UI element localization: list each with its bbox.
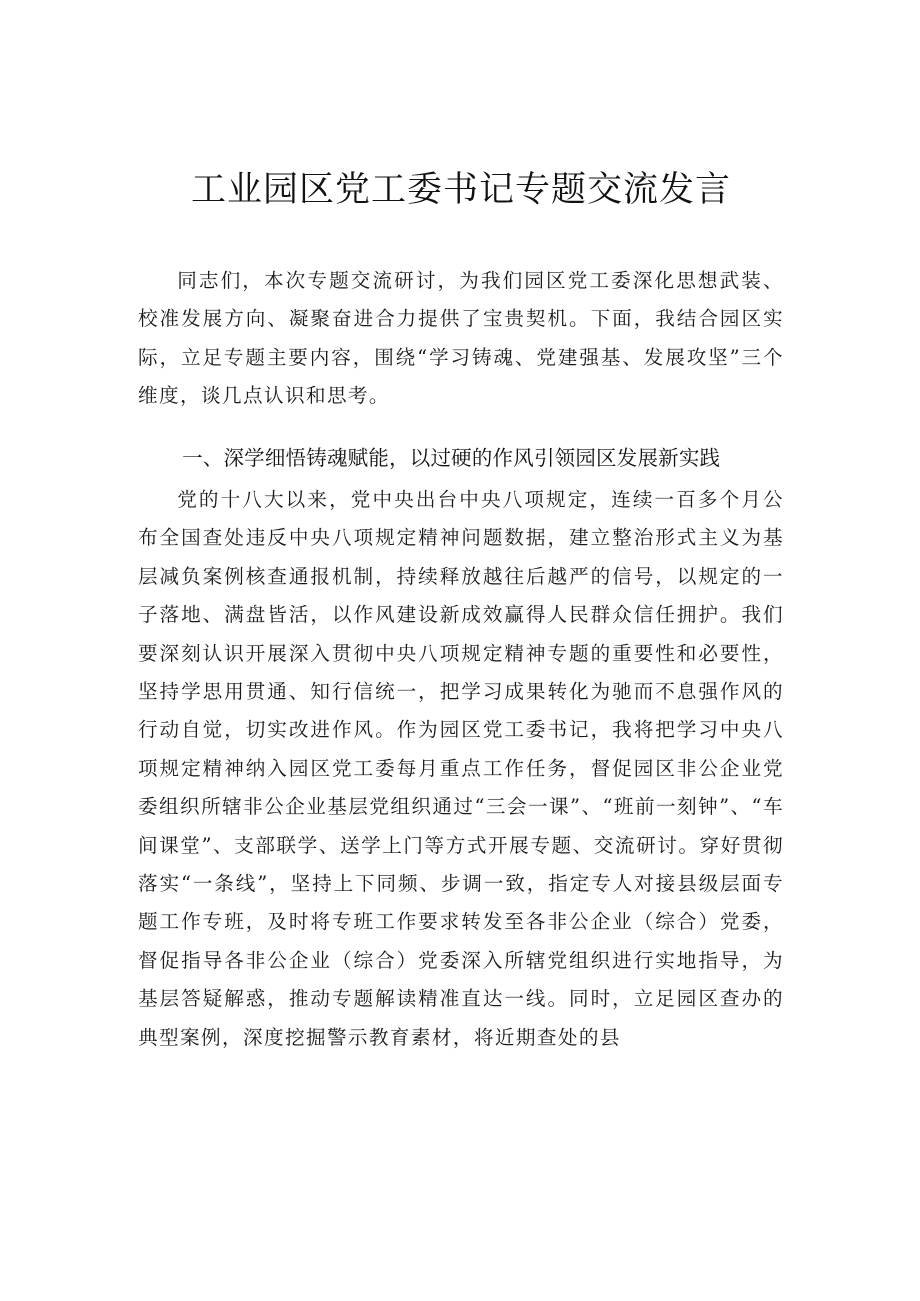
intro-paragraph: 同志们，本次专题交流研讨，为我们园区党工委深化思想武装、校准发展方向、凝聚奋进合力提供了宝贵契机。下面，我结合园区实际，立足专题主要内容，围绕“学习铸魂、党建强基、发展攻坚”三个维度，谈几点认识和思考。	[138, 269, 784, 408]
section-paragraph: 党的十八大以来，党中央出台中央八项规定，连续一百多个月公布全国查处违反中央八项规定精神问题数据，建立整治形式主义为基层减负案例核查通报机制，持续释放越往后越严的信号，以规定的一子落地、满盘皆活，以作风建设新成效赢得人民群众信任拥护。我们要深刻认识开展深入贯彻中央八项规定精神专题的重要性和必要性，坚持学思用贯通、知行信统一，把学习成果转化为驰而不息强作风的行动自觉，切实改进作风。作为园区党工委书记，我将把学习中央八项规定精神纳入园区党工委每月重点工作任务，督促园区非公企业党委组织所辖非公企业基层党组织通过“三会一课”、“班前一刻钟”、“车间课堂”、支部联学、送学上门等方式开展专题、交流研讨。穿好贯彻落实“一条线”，坚持上下同频、步调一致，指定专人对接县级层面专题工作专班，及时将专班工作要求转发至各非公企业（综合）党委，督促指导各非公企业（综合）党委深入所辖党组织进行实地指导，为基层答疑解惑，推动专题解读精准直达一线。同时，立足园区查办的典型案例，深度挖掘警示教育素材，将近期查处的县	[138, 488, 784, 1049]
section-heading: 一、深学细悟铸魂赋能，以过硬的作风引领园区发展新实践	[182, 446, 721, 470]
document-title: 工业园区党工委书记专题交流发言	[190, 170, 731, 210]
